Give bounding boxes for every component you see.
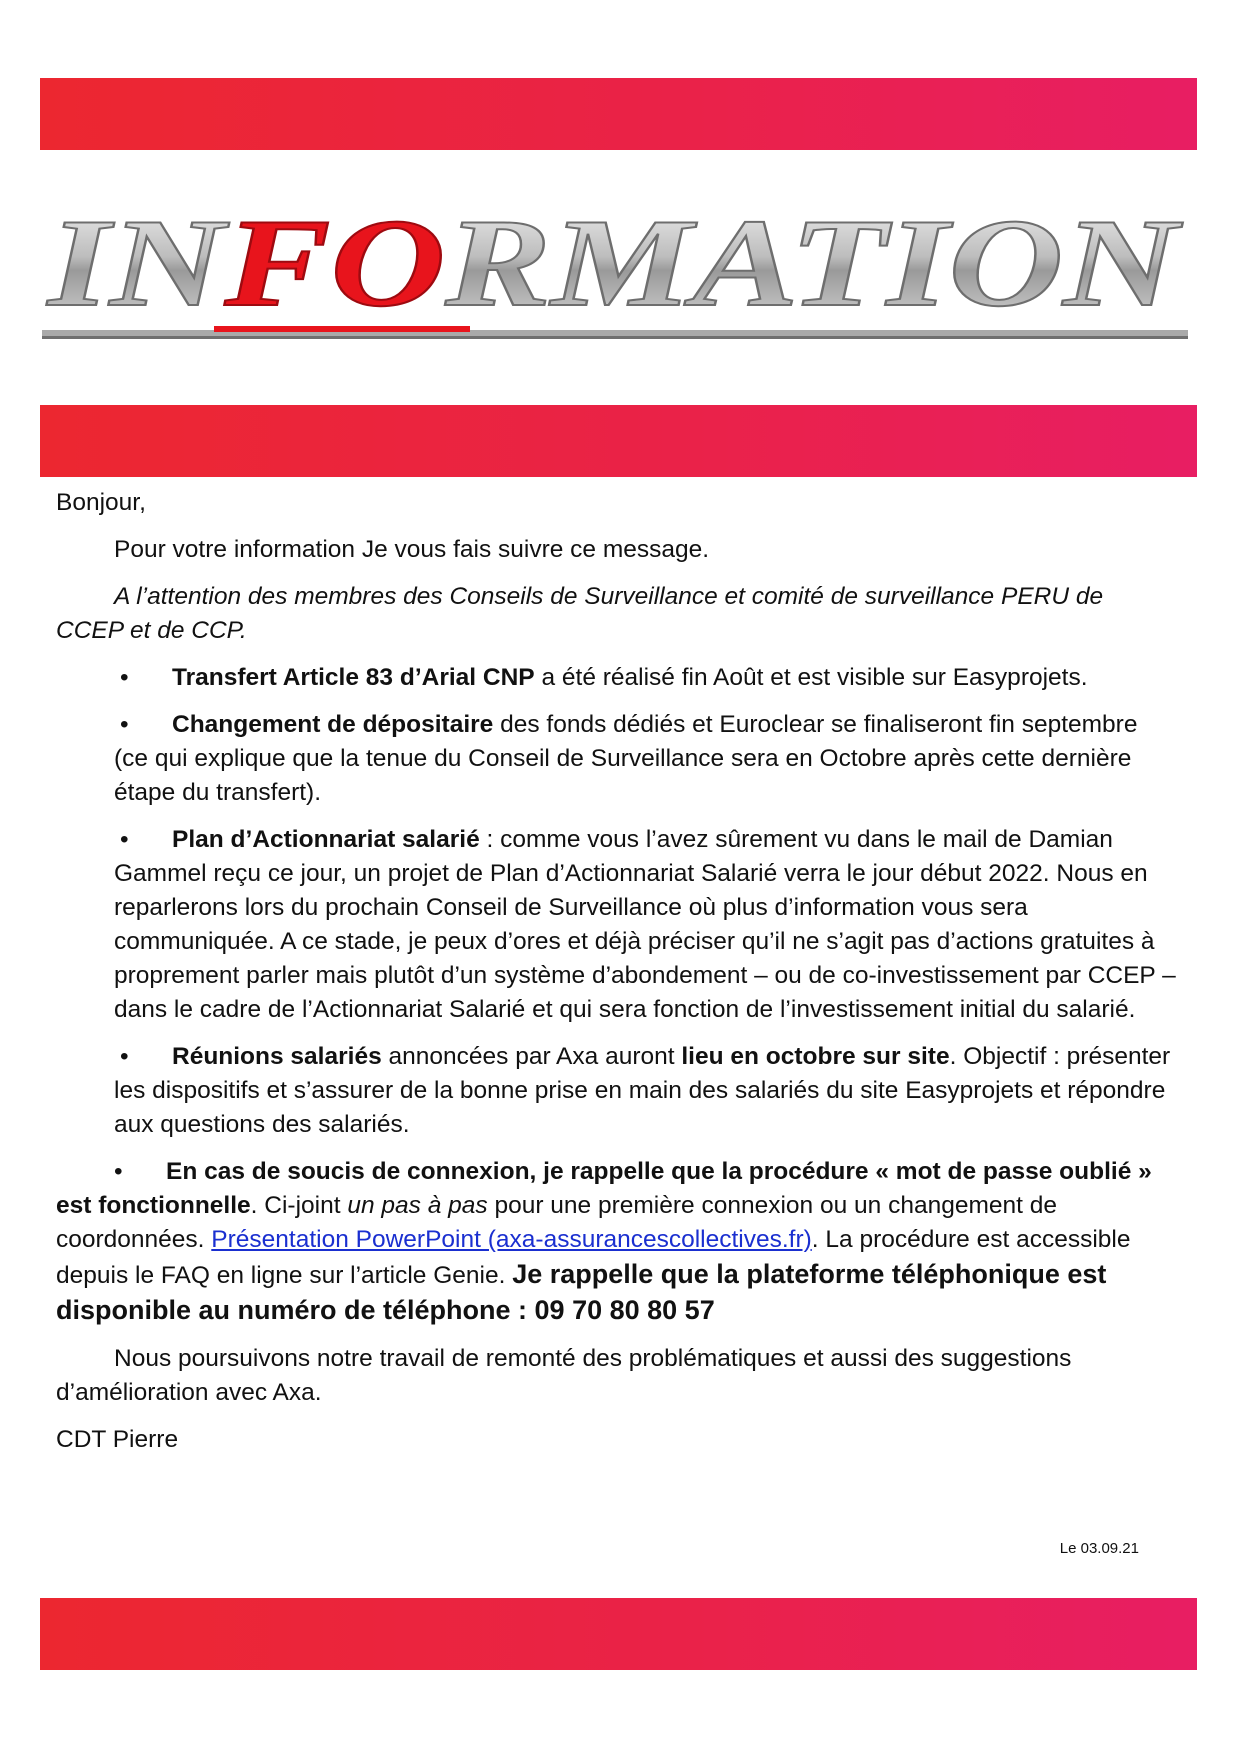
- step-by-step-text: un pas à pas: [347, 1192, 488, 1219]
- bullet-item-meetings-place: lieu en octobre sur site: [681, 1043, 950, 1070]
- bullet-item-shareholding-text: : comme vous l’avez sûrement vu dans le mail de Damian Gammel reçu ce jour, un projet de Plan d’Actionnariat Salarié verra le jour début 2022. Nous en reparlerons lors du prochain Conseil de Surveillance où plus d’information vous sera communiquée. A ce stade, je peux d’ores et déjà préciser qu’il ne s’agit pas d’actions gratuites à proprement parler mais plutôt d’un système d’abondement – ou de co-investissement par CCEP – dans le cadre de l’Actionnariat Salarié et qui sera fonction de l’investissement initial du salarié.: [114, 826, 1176, 1023]
- message-body: [56, 486, 1176, 1470]
- svg-text:INFORMATION: [45, 194, 1183, 333]
- footer-band: [40, 1598, 1197, 1670]
- bullet-item-connection-text-2: pour une première connexion ou un changement de coordonnées.: [56, 1192, 1057, 1253]
- logo-underline-shadow: [42, 336, 1188, 339]
- bullet-icon: •: [120, 664, 129, 691]
- bullet-item-meetings-title: Réunions salariés: [172, 1043, 382, 1070]
- intro-line: Pour votre information Je vous fais suivre ce message.: [114, 536, 710, 563]
- powerpoint-link[interactable]: Présentation PowerPoint (axa-assurancescollectives.fr): [211, 1226, 812, 1253]
- bullet-item-meetings: [56, 1040, 1176, 1142]
- bullet-item-connection-text-3: . La procédure est accessible depuis le FAQ en ligne sur l’article Genie.: [56, 1226, 1131, 1289]
- bullet-item-transfer-title: Transfert Article 83 d’Arial CNP: [172, 664, 535, 691]
- bullet-icon: •: [120, 826, 129, 853]
- bullet-icon: •: [120, 711, 129, 738]
- bullet-item-depositary: [56, 708, 1176, 810]
- bullet-item-meetings-text: annoncées par Axa auront: [381, 1043, 682, 1070]
- bullet-item-depositary-text: des fonds dédiés et Euroclear se finaliseront fin septembre (ce qui explique que la tenue du Conseil de Surveillance sera en Octobre après cette dernière étape du transfert).: [114, 711, 1138, 806]
- information-logo: [40, 190, 1190, 360]
- bullet-item-connection-title: En cas de soucis de connexion, je rappelle que la procédure « mot de passe oublié » est fonctionnelle: [56, 1158, 1152, 1219]
- logo-part-fo: FO: [224, 194, 400, 333]
- bullet-item-shareholding-title: Plan d’Actionnariat salarié: [172, 826, 480, 853]
- bullet-item-connection-text: . Ci-joint: [250, 1192, 348, 1219]
- bullet-icon: •: [114, 1158, 123, 1185]
- signature: CDT Pierre: [56, 1426, 179, 1453]
- greeting: Bonjour,: [56, 489, 146, 516]
- bullet-item-transfer: [56, 661, 1176, 695]
- hotline-notice: Je rappelle que la plateforme téléphonique est disponible au numéro de téléphone : 09 70 80 80 57: [56, 1259, 1107, 1325]
- divider-band: [40, 405, 1197, 477]
- bullet-item-shareholding: [56, 823, 1176, 1027]
- bullet-item-depositary-title: Changement de dépositaire: [172, 711, 494, 738]
- addressee-line: A l’attention des membres des Conseils de Surveillance et comité de surveillance PERU de CCEP et de CCP.: [56, 583, 1104, 644]
- date-stamp: Le 03.09.21: [1059, 1540, 1139, 1557]
- logo-underline: [42, 330, 1188, 336]
- header-band: [40, 78, 1197, 150]
- closing-paragraph: Nous poursuivons notre travail de remonté des problématiques et aussi des suggestions d’amélioration avec Axa.: [56, 1345, 1072, 1406]
- logo-part-in: IN: [48, 194, 189, 333]
- bullet-icon: •: [120, 1043, 129, 1070]
- bullet-item-connection: [56, 1155, 1176, 1329]
- bullet-item-meetings-objective: . Objectif : présenter les dispositifs et s’assurer de la bonne prise en main des salariés du site Easyprojets et répondre aux questions des salariés.: [114, 1043, 1171, 1138]
- logo-red-accent: [214, 326, 470, 332]
- bullet-item-transfer-text: a été réalisé fin Août et est visible sur Easyprojets.: [534, 664, 1088, 691]
- logo-part-rmation: RMATION: [445, 194, 1027, 333]
